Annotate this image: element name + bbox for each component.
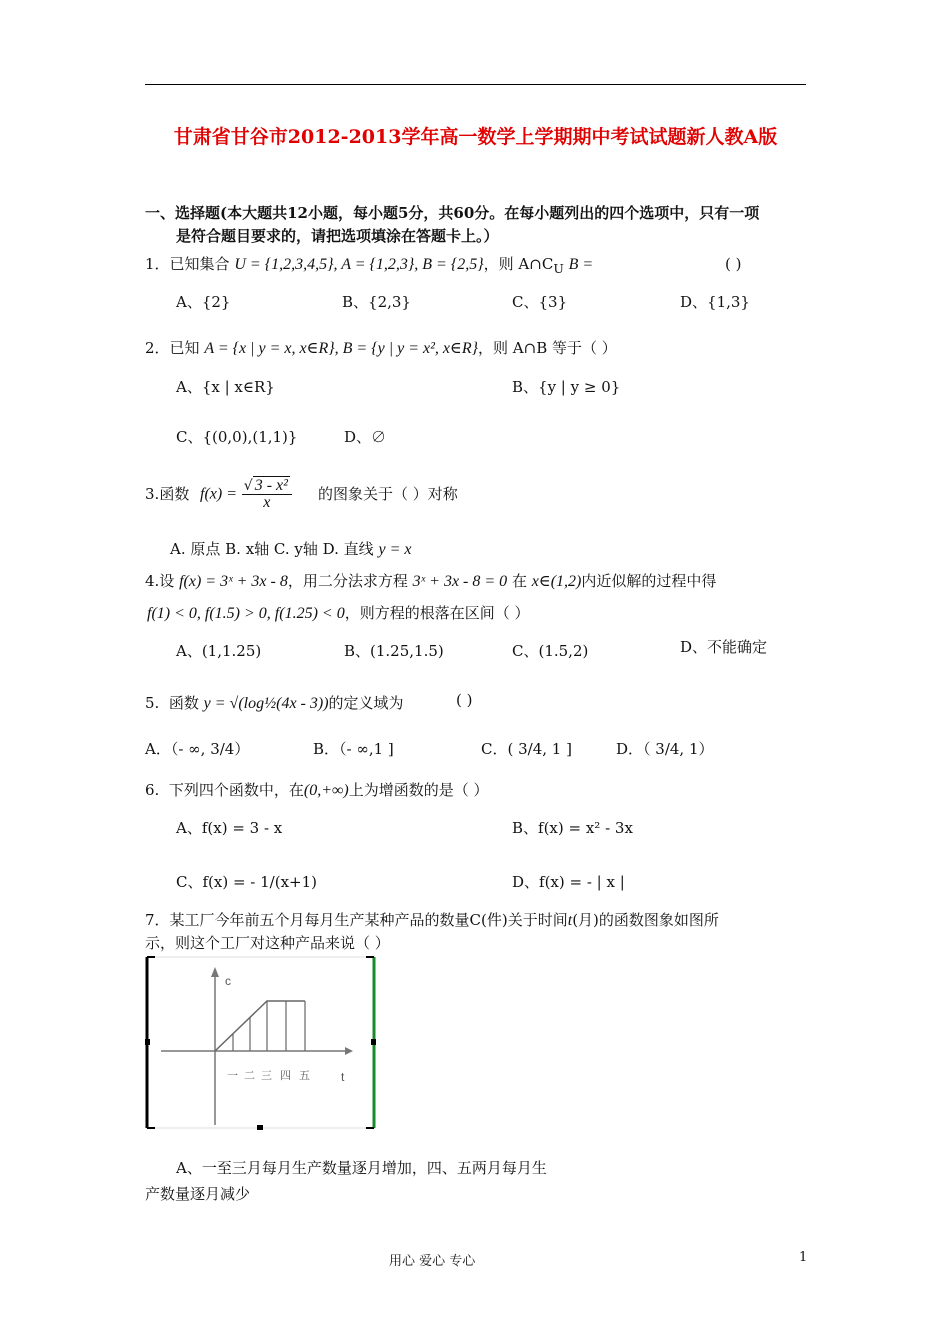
question-7-line1 <box>145 910 719 931</box>
question-number: 5. <box>145 694 160 712</box>
subscript: U <box>553 261 564 276</box>
question-text-tail: 上为增函数的是（ ） <box>348 781 489 799</box>
frame-handle-bottom <box>257 1125 263 1130</box>
q4-option-c: C、(1.5,2) <box>512 642 589 660</box>
production-curve <box>215 1001 305 1051</box>
equation-expression: 3ˣ + 3x - 8 = 0 <box>412 573 508 590</box>
condition-expression: f(1) < 0, f(1.5) > 0, f(1.25) < 0 <box>147 605 345 622</box>
frame-corners <box>147 957 374 1128</box>
question-6 <box>145 780 489 801</box>
function-expression: y = √(log½(4x - 3)) <box>203 695 329 712</box>
question-text: ，用二分法求方程 <box>287 572 408 590</box>
question-4-line1 <box>145 571 716 592</box>
q2-option-d: D、∅ <box>344 428 387 446</box>
frame-handle-right <box>371 1039 376 1045</box>
q1-option-a: A、{2} <box>176 293 231 311</box>
q1-option-b: B、{2,3} <box>342 293 411 311</box>
question-text: (月)的函数图象如图所 <box>572 911 719 929</box>
document-title: 甘肃省甘谷市2012-2013学年高一数学上学期期中考试试题新人教A版 <box>173 126 778 148</box>
q1-option-c: C、{3} <box>512 293 568 311</box>
x-axis-arrow <box>345 1047 353 1055</box>
q5-option-a: A．（- ∞, 3/4） <box>145 740 250 758</box>
variable-t: t <box>567 912 573 929</box>
question-number: 3. <box>145 485 160 503</box>
month-label-1: 一 <box>227 1069 238 1082</box>
q1-option-d: D、{1,3} <box>680 293 750 311</box>
answer-paren: ( ) <box>725 255 742 273</box>
function-name: f(x) = <box>200 485 237 503</box>
q6-option-b: B、f(x) = x² - 3x <box>512 819 633 837</box>
x-axis-label: t <box>341 1070 345 1084</box>
question-4-line2 <box>147 603 529 624</box>
question-expression-tail: B = <box>568 256 594 273</box>
production-graph <box>145 955 377 1130</box>
graph-frame <box>147 957 375 1128</box>
q5-option-d: D．（ 3/4, 1） <box>616 740 714 758</box>
question-1 <box>145 254 593 279</box>
month-label-4: 四 <box>280 1069 291 1082</box>
question-2 <box>145 338 617 359</box>
month-label-5: 五 <box>299 1069 310 1082</box>
q2-option-c: C、{(0,0),(1,1)} <box>176 428 298 446</box>
q6-option-c: C、f(x) = - 1/(x+1) <box>176 873 318 891</box>
footer-motto: 用心 爱心 专心 <box>389 1254 476 1269</box>
fraction: $\frac{\text{√ 3 - x²}}{x}$ <box>242 478 292 511</box>
question-text-tail: ，则 A∩C <box>483 255 554 273</box>
q7-option-a-line2: 产数量逐月减少 <box>145 1185 251 1203</box>
question-7-line2: 示，则这个工厂对这种产品来说（ ） <box>145 934 390 952</box>
y-axis-label: c <box>225 974 231 988</box>
interval-expression: x∈(1,2) <box>531 573 582 590</box>
q3-options <box>170 539 411 560</box>
month-label-2: 二 <box>244 1069 255 1082</box>
question-number: 1． <box>145 255 170 273</box>
question-text: 函数 <box>168 694 199 712</box>
question-text: 函数 <box>159 485 190 503</box>
function-expression: f(x) = 3ˣ + 3x - 8 <box>179 573 288 590</box>
q4-option-a: A、(1,1.25) <box>176 642 262 660</box>
y-axis-arrow <box>211 967 219 977</box>
page-number: 1 <box>799 1250 808 1265</box>
question-expression: U = {1,2,3,4,5}, A = {1,2,3}, B = {2,5} <box>234 256 484 273</box>
q5-option-c: C．( 3/4, 1 ] <box>481 740 572 758</box>
denominator: x <box>263 494 271 511</box>
question-text: 7．某工厂今年前五个月每月生产某种产品的数量C(件)关于时间 <box>145 911 568 929</box>
question-text-tail: 的图象关于（ ）对称 <box>318 485 458 503</box>
question-text: 已知集合 <box>169 255 230 273</box>
q2-option-a: A、{x | x∈R} <box>176 378 275 396</box>
question-text: 已知 <box>169 339 200 357</box>
section-heading-line1: 一、选择题(本大题共12小题，每小题5分，共60分。在每小题列出的四个选项中，只有一项 <box>145 204 760 222</box>
question-text: 下列四个函数中，在 <box>168 781 304 799</box>
q5-option-b: B．（- ∞,1 ] <box>313 740 394 758</box>
answer-paren: ( ) <box>456 691 473 709</box>
question-text: 在 <box>511 572 527 590</box>
options-text: A. 原点 B. x轴 C. y轴 D. 直线 <box>170 540 374 558</box>
q2-option-b: B、{y | y ≥ 0} <box>512 378 621 396</box>
question-number: 2． <box>145 339 170 357</box>
frame-handle-left <box>145 1039 150 1045</box>
q4-option-d: D、不能确定 <box>680 638 768 656</box>
section-heading-line2: 是符合题目要求的，请把选项填涂在答题卡上。） <box>176 227 499 245</box>
q6-option-a: A、f(x) = 3 - x <box>176 819 283 837</box>
question-text-tail: ，则方程的根落在区间（ ） <box>344 604 530 622</box>
question-text-tail: ，则 A∩B 等于（ ） <box>478 339 617 357</box>
question-number: 6. <box>145 781 160 799</box>
month-label-3: 三 <box>261 1069 272 1082</box>
question-text-tail: 的定义域为 <box>328 694 404 712</box>
interval-expression: (0,+∞) <box>303 782 349 799</box>
q3-function <box>200 478 292 511</box>
question-text: 内近似解的过程中得 <box>581 572 717 590</box>
q6-option-d: D、f(x) = - | x | <box>512 873 625 891</box>
option-d-expression: y = x <box>378 541 412 558</box>
numerator: 3 - x² <box>254 477 288 494</box>
q7-option-a-line1: A、一至三月每月生产数量逐月增加，四、五两月每月生 <box>176 1159 547 1177</box>
question-text: 4.设 <box>145 572 175 590</box>
header-rule <box>145 84 806 85</box>
question-5 <box>145 693 404 714</box>
question-expression: A = {x | y = x, x∈R}, B = {y | y = x², x∈R} <box>204 340 479 357</box>
q4-option-b: B、(1.25,1.5) <box>344 642 444 660</box>
question-3 <box>145 484 189 504</box>
